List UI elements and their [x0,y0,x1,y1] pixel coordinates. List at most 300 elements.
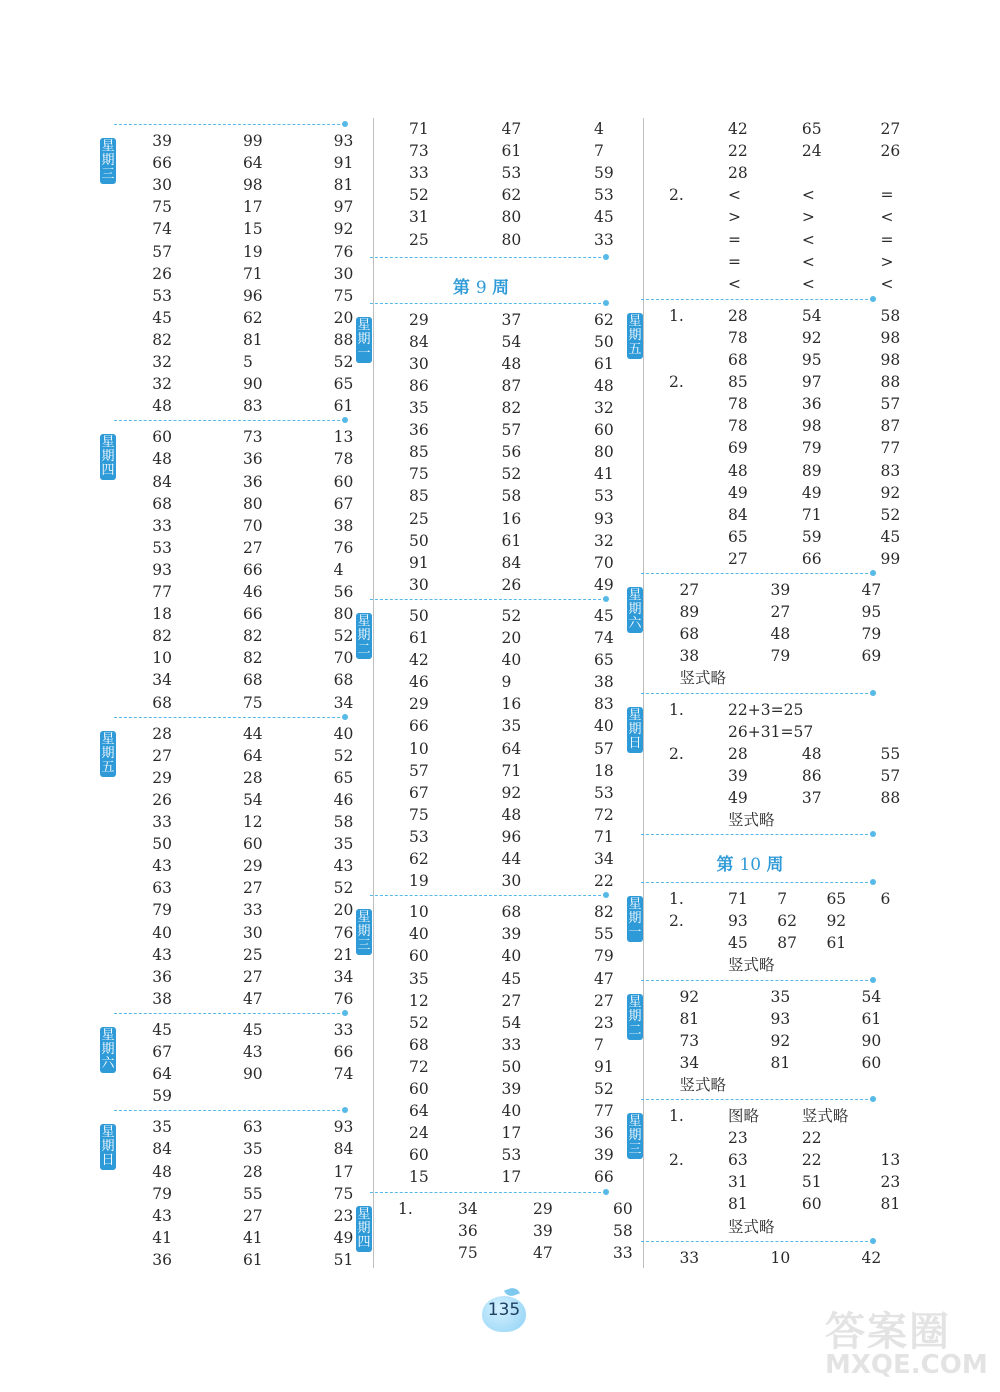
answer-cell: 47 [594,969,614,988]
answer-cell: 24 [409,1124,429,1143]
weekday-char: 期 [628,721,642,737]
answer-cell: 95 [801,351,822,369]
answer-cell: 33 [242,901,263,920]
answer-cell: 9 [501,673,512,692]
answer-cell: 82 [152,330,173,349]
week-title-pre: 第 [716,855,734,876]
answer-row [100,515,354,537]
answer-cell: 35 [770,987,791,1006]
answer-cell: 39 [770,581,791,599]
answer-cell: 2. [669,373,684,392]
answer-cell: 19 [242,242,263,261]
answer-row [100,1063,354,1085]
answer-cell: 竖式略 [679,669,726,688]
answer-row [627,667,873,689]
answer-cell: 10 [152,649,173,668]
answer-cell: 83 [594,695,614,714]
week-title-post: 周 [766,855,784,876]
weekday-char: 星 [101,1125,115,1141]
answer-cell: 75 [333,286,354,305]
answer-cell: 32 [594,399,614,417]
answer-cell: 45 [594,208,614,227]
answer-row [100,1041,354,1063]
answer-cell: 45 [242,1020,263,1039]
answer-row [356,309,614,331]
answer-cell: 10 [409,903,429,922]
answer-cell: 43 [333,857,354,876]
answer-cell: 71 [242,264,263,283]
answer-row [356,605,614,627]
answer-cell: 79 [152,901,173,920]
answer-cell: 5 [242,353,253,371]
answer-cell: 25 [242,945,263,964]
answer-row [356,331,614,353]
answer-cell: 44 [242,724,263,743]
answer-cell: 55 [594,925,614,944]
weekday-char: 期 [357,331,371,347]
answer-cell: 23 [333,1206,354,1225]
answer-row [627,986,882,1008]
answer-cell: 48 [728,461,748,480]
answer-row [100,448,354,470]
answer-cell: 70 [242,516,263,535]
dashed-separator [370,895,606,896]
answer-cell: 78 [728,417,748,436]
answer-row [627,699,873,721]
answer-row [356,229,614,251]
answer-cell: 21 [333,945,354,964]
answer-row [627,1171,901,1193]
week-title-pre: 第 [452,277,470,298]
answer-cell: 61 [242,1250,263,1269]
answer-row [100,351,354,373]
answer-cell: 72 [594,805,614,824]
answer-cell: 54 [501,1013,522,1032]
answer-row [627,184,894,206]
answer-row [356,1012,614,1034]
answer-cell: 7 [594,1035,604,1054]
answer-cell: 56 [333,583,354,601]
answer-cell: 35 [501,717,522,736]
answer-cell: 42 [861,1248,882,1267]
answer-cell: < [801,252,815,271]
answer-cell: 49 [728,788,748,807]
answer-cell: 25 [409,230,429,249]
answer-cell: 20 [501,629,522,647]
answer-cell: 80 [594,443,614,462]
answer-cell: < [880,274,894,293]
answer-cell: 79 [801,439,822,458]
week-title-number: 9 [475,277,493,298]
answer-cell: 64 [242,746,263,765]
answer-cell: 57 [501,421,522,440]
answer-cell: 60 [242,835,263,854]
answer-cell: 竖式略 [728,1217,775,1236]
answer-cell: 67 [409,783,429,802]
answer-cell: 52 [333,353,354,371]
answer-cell: 2. [669,186,684,205]
answer-cell: 33 [152,813,173,831]
answer-cell: 27 [242,1206,263,1225]
answer-cell: 60 [409,1146,429,1165]
answer-cell: 72 [409,1057,429,1076]
answer-cell: 93 [333,1118,354,1137]
weekday-char: 期 [628,1008,642,1024]
answer-row [100,647,354,669]
answer-cell: 60 [409,1080,429,1098]
answer-cell: 37 [501,310,522,329]
answer-cell: 68 [242,671,263,690]
weekday-char: 星 [628,588,642,603]
answer-cell: 80 [501,230,522,249]
answer-cell: 60 [613,1199,633,1218]
answer-row [100,581,354,603]
answer-cell: 43 [152,945,173,964]
answer-row [627,1247,882,1269]
answer-cell: 36 [409,421,429,440]
answer-cell: 22 [801,1129,822,1148]
answer-row [627,349,901,371]
answer-row [356,508,614,530]
answer-row [627,601,882,623]
answer-cell: 45 [152,308,173,327]
answer-row [356,804,614,826]
answer-row [356,760,614,782]
answer-row [627,645,882,667]
answer-row [100,692,354,714]
answer-cell: 64 [501,739,522,758]
answer-cell: 49 [594,575,614,594]
answer-cell: 62 [594,310,614,329]
answer-cell: 52 [333,627,354,646]
answer-cell: 48 [801,744,822,763]
answer-row [100,603,354,625]
answer-cell: 46 [409,673,429,692]
answer-cell: 48 [501,354,522,373]
answer-cell: 45 [594,606,614,625]
answer-cell: 59 [152,1087,173,1106]
answer-cell: 34 [152,671,173,690]
answer-cell: 76 [333,989,354,1008]
answer-cell: 84 [152,472,173,491]
answer-row [356,419,614,441]
dashed-separator [114,124,345,125]
answer-cell: 76 [333,538,354,557]
answer-row [627,743,901,765]
answer-cell: 13 [333,428,354,447]
weekday-char: 星 [101,731,115,747]
answer-cell: 75 [242,693,263,712]
answer-row [100,811,354,833]
answer-cell: 50 [409,606,429,625]
answer-cell: 84 [728,505,748,524]
answer-cell: 93 [594,509,614,528]
answer-cell: 36 [152,967,173,986]
answer-cell: 7 [777,890,788,909]
answer-cell: 35 [242,1140,263,1159]
answer-cell: 76 [333,242,354,261]
weekday-char: 四 [357,1234,371,1250]
answer-cell: 51 [333,1250,354,1269]
answer-cell: 53 [594,487,614,506]
answer-row [627,765,901,787]
answer-cell: 81 [242,330,263,349]
answer-cell: 38 [333,516,354,535]
answer-row [356,353,614,375]
answer-cell: 36 [242,450,263,469]
answer-cell: 30 [409,354,429,373]
answer-row [356,671,614,693]
answer-cell: 25 [409,509,429,528]
answer-cell: 2. [669,1151,684,1170]
answer-cell: 36 [242,472,263,491]
answer-cell: 27 [152,746,173,765]
answer-row [627,305,901,327]
week-title-post: 周 [492,277,510,298]
answer-cell: > [728,208,742,227]
answer-cell: 52 [409,1013,429,1032]
answer-cell: 86 [801,766,822,785]
answer-cell: 41 [152,1228,173,1247]
answer-cell: 26 [880,142,901,161]
answer-cell: 60 [409,947,429,966]
answer-cell: 39 [728,766,748,785]
dashed-separator [641,834,873,835]
watermark [825,1300,990,1382]
weekday-char: 期 [357,627,371,643]
answer-row [356,1122,614,1144]
answer-cell: 35 [409,399,429,417]
answer-cell: 77 [880,439,901,458]
answer-row [100,1085,345,1107]
weekday-char: 星 [628,313,642,329]
answer-cell: 79 [861,625,882,644]
answer-cell: 53 [594,783,614,802]
answer-cell: 29 [533,1199,553,1218]
answer-row [100,1183,354,1205]
answer-cell: 56 [501,443,522,462]
dashed-separator [641,980,873,981]
answer-cell: 85 [409,487,429,506]
weekday-char: 期 [101,1041,115,1057]
answer-cell: 2. [669,744,684,763]
answer-cell: 81 [770,1053,791,1072]
answer-row [100,196,354,218]
answer-cell: 68 [409,1035,429,1054]
answer-cell: 53 [409,827,429,846]
weekday-char: 期 [357,1220,371,1236]
answer-row [627,273,894,295]
answer-cell: 48 [152,397,173,416]
answer-cell: 57 [880,766,901,785]
answer-row [100,426,354,451]
answer-cell: < [801,274,815,293]
answer-cell: 35 [409,969,429,988]
answer-row [100,218,354,240]
weekday-char: 四 [101,463,115,479]
answer-cell: 18 [152,605,173,624]
answer-cell: 52 [409,186,429,205]
answer-cell: 48 [501,805,522,824]
answer-cell: 32 [594,531,614,550]
answer-cell: 30 [242,923,263,942]
answer-cell: 61 [501,531,522,550]
answer-row [627,460,901,482]
answer-cell: 29 [152,768,173,787]
answer-row [356,397,614,419]
answer-cell: 90 [242,1065,263,1084]
answer-row [356,715,614,737]
answer-cell: 61 [594,354,614,373]
answer-cell: 66 [152,154,173,173]
answer-row [100,944,354,966]
answer-cell: 50 [409,531,429,550]
answer-cell: 1. [669,890,684,909]
dashed-separator [370,599,606,600]
answer-cell: 92 [880,483,901,502]
dashed-separator [641,1099,873,1100]
answer-cell: 52 [333,746,354,765]
answer-cell: 75 [152,198,173,217]
answer-cell: 79 [152,1184,173,1203]
weekday-char: 星 [628,1114,642,1129]
answer-cell: 64 [409,1102,429,1121]
answer-cell: = [880,230,894,249]
answer-cell: 90 [861,1031,882,1050]
answer-cell: 27 [242,967,263,986]
answer-cell: 33 [501,1035,522,1054]
answer-row [627,579,882,601]
answer-cell: 39 [501,925,522,944]
answer-row [100,471,354,493]
weekday-char: 星 [628,897,642,913]
answer-row [100,922,354,944]
answer-cell: 86 [409,376,429,395]
answer-cell: 66 [242,605,263,624]
answer-row [100,723,354,745]
answer-cell: 50 [152,835,173,854]
answer-cell: 98 [801,417,822,436]
answer-cell: 81 [728,1195,748,1214]
answer-row [627,251,894,273]
answer-cell: 26+31=57 [728,722,814,741]
answer-row [627,1193,901,1215]
weekday-char: 期 [628,327,642,343]
answer-row [627,954,873,976]
answer-row [100,493,354,515]
answer-cell: 98 [242,176,263,195]
answer-cell: 79 [770,647,791,666]
weekday-char: 星 [101,139,115,154]
answer-cell: 64 [152,1065,173,1084]
answer-row [100,789,354,811]
weekday-char: 五 [628,341,642,357]
weekday-char: 星 [357,910,371,926]
answer-cell: 73 [409,142,429,161]
weekday-char: 日 [101,1153,115,1169]
answer-cell: 32 [152,353,173,371]
weekday-char: 日 [628,735,642,751]
answer-row [356,1220,633,1242]
weekday-char: 星 [101,435,115,451]
answer-cell: 61 [409,629,429,647]
answer-row [627,1149,901,1171]
answer-cell: 竖式略 [728,956,775,975]
answer-row [627,1074,873,1096]
answer-cell: 52 [501,606,522,625]
answer-cell: 82 [501,399,522,417]
answer-cell: 85 [728,373,748,392]
weekday-char: 期 [101,745,115,761]
weekday-char: 期 [628,602,642,617]
answer-cell: 49 [801,483,822,502]
answer-cell: 43 [152,1206,173,1225]
answer-row [356,530,614,552]
answer-cell: 32 [152,375,173,394]
answer-cell: 53 [594,186,614,205]
answer-cell: 54 [861,987,882,1006]
answer-row [356,923,614,945]
answer-cell: 47 [242,989,263,1008]
week-title [356,273,606,298]
answer-cell: 74 [152,220,173,239]
answer-row [627,548,901,570]
answer-cell: 41 [594,465,614,484]
answer-row [627,162,873,184]
weekday-char: 三 [628,1142,642,1157]
answer-cell: 60 [861,1053,882,1072]
answer-cell: 78 [333,450,354,469]
answer-cell: 45 [152,1020,173,1039]
dashed-separator [114,420,345,421]
answer-row [100,307,354,329]
answer-cell: 58 [613,1221,633,1240]
answer-cell: 47 [501,120,522,138]
answer-cell: 54 [242,790,263,809]
answer-cell: 4 [333,560,344,579]
answer-cell: 67 [152,1043,173,1061]
page-number: 135 [487,1300,521,1320]
answer-cell: 67 [333,494,354,513]
answer-cell: 53 [152,538,173,557]
answer-cell: 84 [501,553,522,572]
answer-cell: 17 [333,1162,354,1181]
answer-cell: 83 [242,397,263,416]
answer-cell: 70 [594,553,614,572]
answer-cell: 70 [333,649,354,668]
answer-cell: 60 [594,421,614,440]
weekday-char: 期 [101,153,115,168]
answer-row [356,1034,606,1056]
answer-cell: 33 [409,164,429,183]
answer-cell: 80 [242,494,263,513]
answer-cell: 96 [242,286,263,305]
answer-cell: < [801,186,815,205]
answer-cell: 48 [152,450,173,469]
answer-row [627,327,901,349]
answer-cell: 69 [861,647,882,666]
answer-cell: = [728,252,742,271]
page-number-badge [482,1292,526,1332]
answer-cell: 69 [728,439,748,458]
dashed-separator [114,717,345,718]
answer-row [100,263,354,285]
answer-cell: 61 [861,1009,882,1028]
answer-cell: > [801,208,815,227]
answer-cell: 85 [409,443,429,462]
answer-cell: 39 [501,1080,522,1098]
week-title-number: 10 [739,855,767,876]
